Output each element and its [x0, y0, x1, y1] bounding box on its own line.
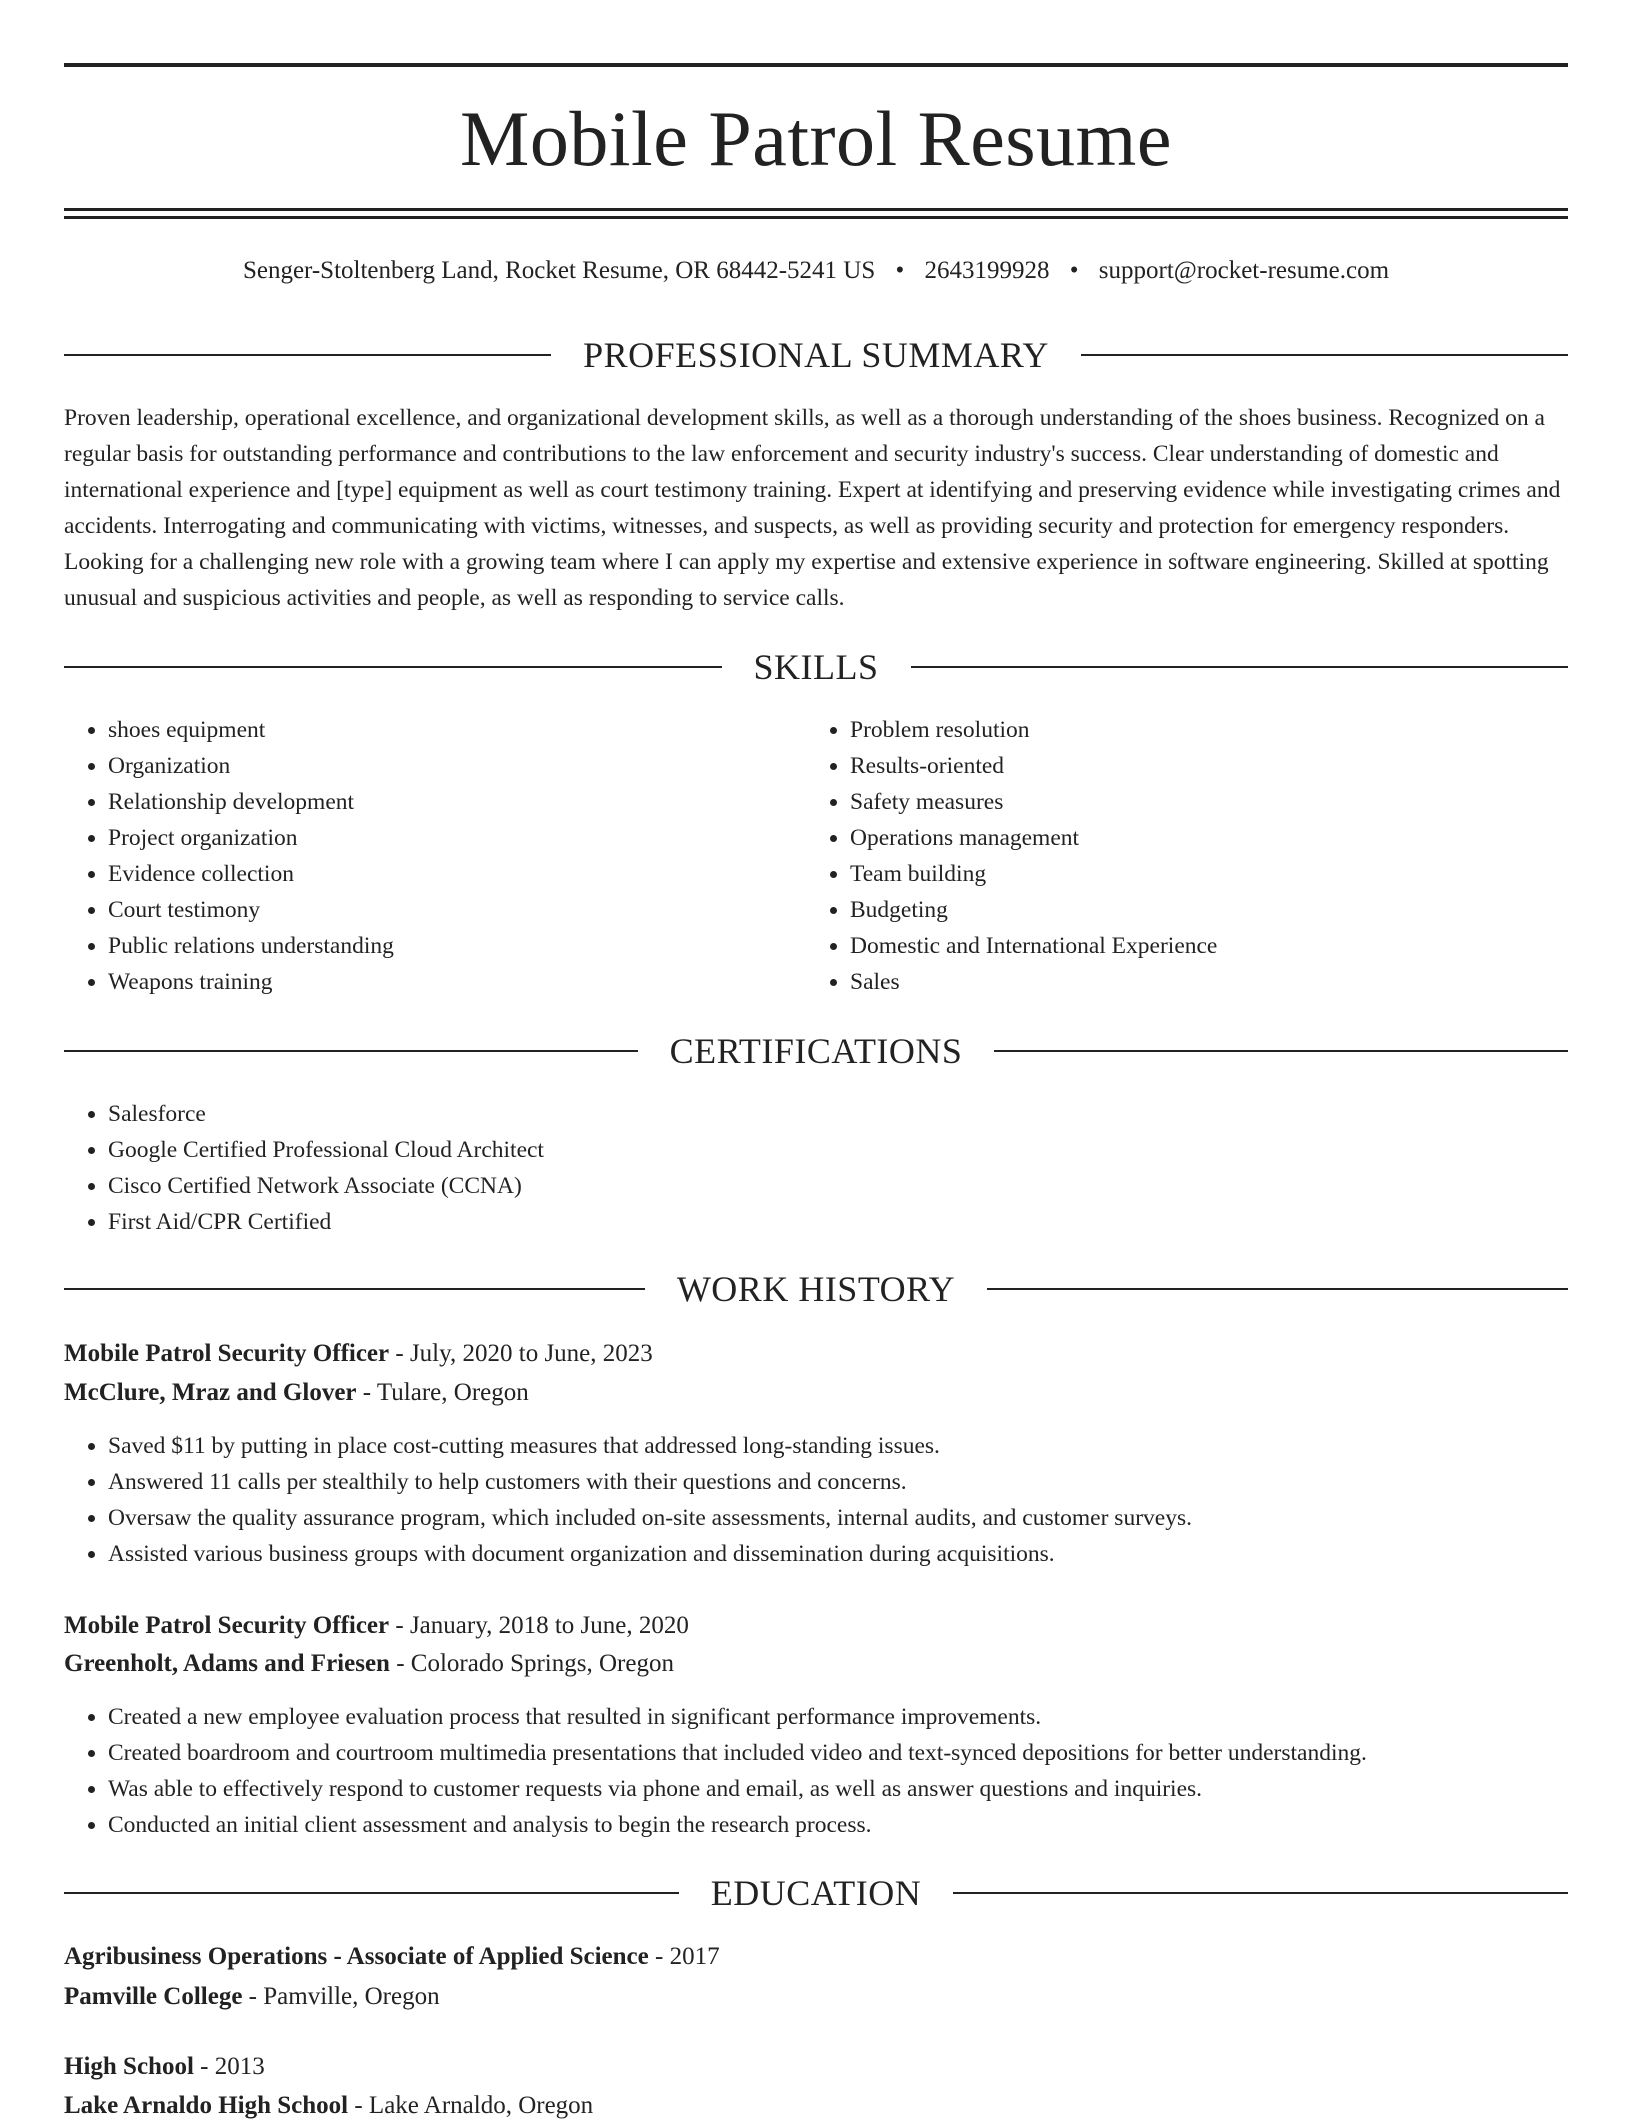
job-bullet: • Assisted various business groups with document organization and dissemination during acquisitions.: [108, 1536, 1588, 1572]
job-bullets: [64, 1699, 1588, 1843]
heading-rule: [64, 666, 722, 668]
certification-item: • Google Certified Professional Cloud Architect: [108, 1132, 1548, 1168]
education-year: - 2013: [193, 2053, 265, 2080]
skill-item: • Budgeting: [850, 892, 1550, 928]
education-school-line: [64, 1981, 440, 2013]
education-degree: Agribusiness Operations - Associate of Applied Science: [64, 1943, 649, 1970]
certifications-list: [64, 1096, 1548, 1240]
heading-rule: [64, 1288, 645, 1290]
education-school: Lake Arnaldo High School: [64, 2092, 349, 2119]
skill-item: • Public relations understanding: [108, 928, 808, 964]
skill-item: • Evidence collection: [108, 856, 808, 892]
skill-item: • Sales: [850, 964, 1550, 1000]
job-bullets: [64, 1428, 1588, 1572]
skill-item: • Team building: [850, 856, 1550, 892]
section-title: PROFESSIONAL SUMMARY: [583, 335, 1049, 375]
skill-item: • Organization: [108, 748, 808, 784]
resume-title: Mobile Patrol Resume: [460, 95, 1172, 182]
skill-item: • Project organization: [108, 820, 808, 856]
skill-item: • Court testimony: [108, 892, 808, 928]
job-company-line: [64, 1648, 674, 1680]
job-title-line: [64, 1338, 653, 1370]
heading-rule: [911, 666, 1569, 668]
contact-line: [0, 255, 1632, 287]
education-location: - Pamville, Oregon: [242, 1983, 440, 2010]
heading-rule: [64, 1050, 638, 1052]
section-heading-certifications: [64, 1029, 1568, 1073]
job-bullet: • Oversaw the quality assurance program, which included on-site assessments, internal audits, and customer surveys.: [108, 1500, 1588, 1536]
certification-item: • Cisco Certified Network Associate (CCNA): [108, 1168, 1548, 1204]
heading-rule: [953, 1892, 1568, 1894]
job-company: McClure, Mraz and Glover: [64, 1379, 357, 1406]
education-school: Pamville College: [64, 1983, 243, 2010]
skill-item: • shoes equipment: [108, 712, 808, 748]
skill-item: • Operations management: [850, 820, 1550, 856]
job-dates: - July, 2020 to June, 2023: [389, 1340, 653, 1367]
job-location: - Colorado Springs, Oregon: [389, 1650, 674, 1677]
section-title: EDUCATION: [710, 1873, 922, 1913]
education-year: - 2017: [648, 1943, 720, 1970]
certification-item: • Salesforce: [108, 1096, 1548, 1132]
contact-email[interactable]: support@rocket-resume.com: [1098, 257, 1390, 284]
contact-address: Senger-Stoltenberg Land, Rocket Resume, OR 68442-5241 US: [242, 257, 876, 284]
job-bullet: • Created a new employee evaluation process that resulted in significant performance improvements.: [108, 1699, 1588, 1735]
job-bullet: • Was able to effectively respond to customer requests via phone and email, as well as answer questions and inquiries.: [108, 1771, 1588, 1807]
section-heading-education: [64, 1871, 1568, 1915]
skills-list-left: [64, 712, 808, 1000]
job-bullet: • Conducted an initial client assessment and analysis to begin the research process.: [108, 1807, 1588, 1843]
contact-phone: 2643199928: [924, 257, 1050, 284]
skills-list-right: [806, 712, 1550, 1000]
section-title: CERTIFICATIONS: [669, 1031, 963, 1071]
heading-rule: [1081, 354, 1568, 356]
job-location: - Tulare, Oregon: [356, 1379, 529, 1406]
education-degree-line: [64, 2051, 265, 2083]
section-title: WORK HISTORY: [676, 1269, 956, 1309]
title-rule-upper: [64, 208, 1568, 211]
heading-rule: [64, 1892, 679, 1894]
summary-text: Proven leadership, operational excellence, and organizational development skills, as well as a thorough understanding of the shoes business. Recognized on a regular basis for outstanding performance and contributions to the law enforcement and security industry's success. Clear understanding of domestic and international experience and [type] equipment as well as court testimony training. Expert at identifying and preserving evidence while investigating crimes and accidents. Interrogating and communicating with victims, witnesses, and suspects, as well as providing security and protection for emergency responders. Looking for a challenging new role with a growing team where I can apply my expertise and extensive experience in software engineering. Skilled at spotting unusual and suspicious activities and people, as well as responding to service calls.: [64, 405, 1561, 611]
job-bullet: • Saved $11 by putting in place cost-cutting measures that addressed long-standing issues.: [108, 1428, 1588, 1464]
skill-item: • Domestic and International Experience: [850, 928, 1550, 964]
skill-item: • Relationship development: [108, 784, 808, 820]
job-company: Greenholt, Adams and Friesen: [64, 1650, 390, 1677]
education-school-line: [64, 2090, 593, 2122]
section-heading-summary: [64, 333, 1568, 377]
certification-item: • First Aid/CPR Certified: [108, 1204, 1548, 1240]
skill-item: • Safety measures: [850, 784, 1550, 820]
job-company-line: [64, 1377, 529, 1409]
heading-rule: [987, 1288, 1568, 1290]
job-bullet: • Answered 11 calls per stealthily to help customers with their questions and concerns.: [108, 1464, 1588, 1500]
job-bullet: • Created boardroom and courtroom multimedia presentations that included video and text-synced depositions for better understanding.: [108, 1735, 1588, 1771]
section-title: SKILLS: [753, 647, 879, 687]
job-title: Mobile Patrol Security Officer: [64, 1612, 390, 1639]
skill-item: • Results-oriented: [850, 748, 1550, 784]
job-title: Mobile Patrol Security Officer: [64, 1340, 390, 1367]
education-degree-line: [64, 1941, 720, 1973]
contact-separator: •: [1069, 257, 1079, 284]
heading-rule: [64, 354, 551, 356]
job-title-line: [64, 1610, 689, 1642]
heading-rule: [994, 1050, 1568, 1052]
skill-item: • Problem resolution: [850, 712, 1550, 748]
skill-item: • Weapons training: [108, 964, 808, 1000]
section-heading-work-history: [64, 1267, 1568, 1311]
job-dates: - January, 2018 to June, 2020: [389, 1612, 689, 1639]
contact-separator: •: [895, 257, 905, 284]
top-rule: [64, 63, 1568, 67]
title-rule-lower: [64, 216, 1568, 219]
education-degree: High School: [64, 2053, 194, 2080]
section-heading-skills: [64, 645, 1568, 689]
education-location: - Lake Arnaldo, Oregon: [348, 2092, 594, 2119]
